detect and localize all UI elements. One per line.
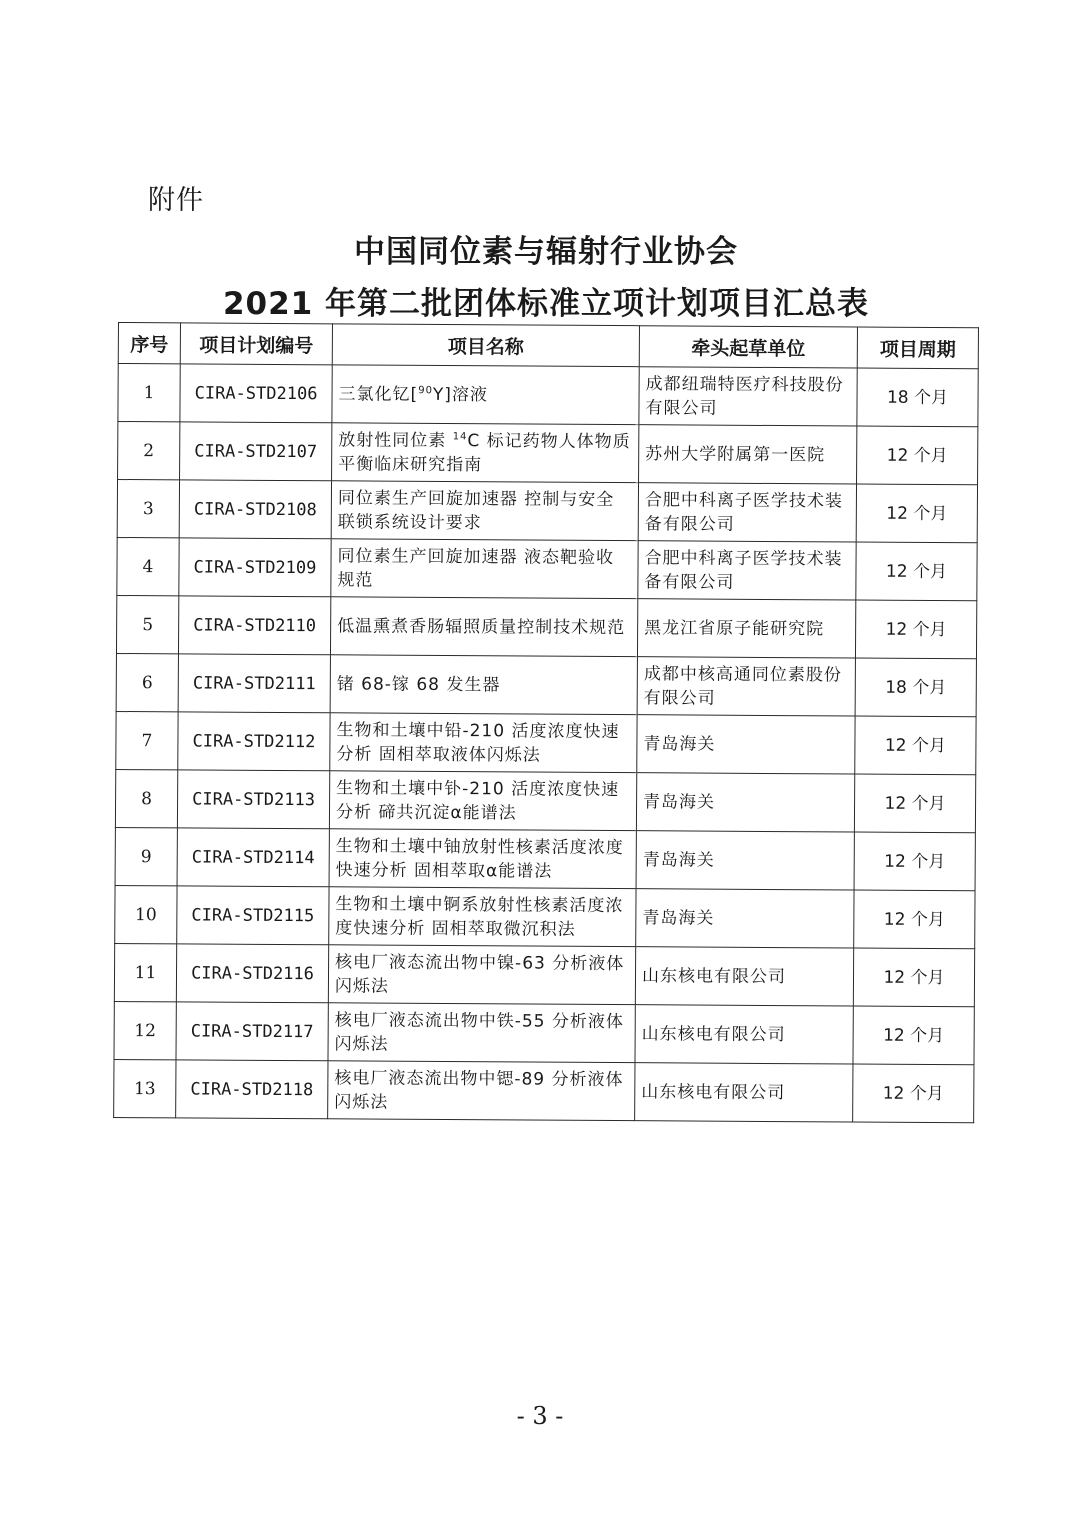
attachment-label: 附件: [148, 185, 204, 216]
cell-serial-no: 4: [117, 537, 179, 595]
cell-lead-unit: 山东核电有限公司: [635, 1005, 853, 1064]
project-name-text: 同位素生产回旋加速器 液态靶验收规范: [337, 545, 615, 591]
cell-serial-no: 5: [116, 595, 178, 653]
cell-serial-no: 2: [118, 422, 180, 480]
cell-project-name: [330, 713, 637, 773]
cell-project-period: 12 个月: [855, 600, 976, 659]
table-header-row: [118, 323, 978, 369]
project-name-text: 生物和土壤中铅-210 活度浓度快速分析 固相萃取液体闪烁法: [336, 719, 620, 766]
cell-serial-no: 11: [114, 943, 176, 1001]
cell-project-name: [332, 423, 639, 483]
cell-plan-code: CIRA-STD2108: [179, 480, 331, 539]
cell-project-name: [330, 655, 637, 715]
cell-lead-unit: 成都纽瑞特医疗科技股份有限公司: [639, 367, 857, 426]
cell-serial-no: 12: [114, 1001, 176, 1059]
cell-project-name: [331, 481, 638, 541]
cell-project-name: [332, 365, 639, 425]
table-row: [118, 364, 978, 427]
table-row: [116, 595, 976, 658]
cell-serial-no: 13: [114, 1059, 176, 1117]
cell-lead-unit: 山东核电有限公司: [635, 1063, 853, 1122]
cell-plan-code: CIRA-STD2109: [179, 538, 331, 597]
cell-serial-no: 8: [115, 769, 177, 827]
cell-plan-code: CIRA-STD2112: [178, 712, 330, 771]
project-name-text: 核电厂液态流出物中镍-63 分析液体闪烁法: [334, 951, 625, 997]
table-row: [115, 827, 975, 890]
table-row: [114, 943, 974, 1006]
cell-project-period: 12 个月: [853, 1064, 974, 1123]
project-name-text-cont: C 标记药物人体物质平衡临床研究指南: [338, 430, 631, 475]
cell-plan-code: CIRA-STD2113: [177, 770, 329, 829]
header-plan-code: 项目计划编号: [180, 323, 332, 365]
isotope-mass-superscript: 90: [418, 384, 433, 396]
document-title-line-1: 中国同位素与辐射行业协会: [354, 234, 738, 270]
cell-lead-unit: 青岛海关: [636, 831, 854, 890]
page-number: - 3 -: [516, 1402, 564, 1430]
document-title-line-2: 2021 年第二批团体标准立项计划项目汇总表: [222, 286, 870, 322]
cell-project-period: 12 个月: [856, 542, 977, 601]
header-lead-unit: 牵头起草单位: [639, 326, 857, 368]
project-name-text: 三氯化钇[: [338, 383, 419, 405]
cell-project-period: 12 个月: [857, 426, 978, 485]
cell-lead-unit: 青岛海关: [637, 715, 855, 774]
project-name-text: 放射性同位素: [338, 429, 453, 451]
table-row: [115, 885, 975, 948]
cell-project-period: 12 个月: [855, 716, 976, 775]
cell-lead-unit: 山东核电有限公司: [635, 947, 853, 1006]
header-project-period: 项目周期: [857, 327, 978, 369]
cell-serial-no: 10: [115, 885, 177, 943]
table-row: [116, 653, 976, 716]
cell-project-name: [331, 539, 638, 599]
project-name-text: 同位素生产回旋加速器 控制与安全联锁系统设计要求: [337, 487, 615, 533]
cell-plan-code: CIRA-STD2116: [176, 944, 328, 1003]
header-serial-no: 序号: [118, 323, 180, 364]
table-row: [116, 711, 976, 774]
cell-plan-code: CIRA-STD2107: [180, 422, 332, 481]
project-name-text: 锗 68-镓 68 发生器: [336, 673, 501, 695]
table-row: [117, 480, 977, 543]
project-name-text: 核电厂液态流出物中锶-89 分析液体闪烁法: [334, 1067, 624, 1113]
header-project-name: 项目名称: [332, 324, 639, 367]
cell-project-name: [328, 1003, 635, 1063]
cell-lead-unit: 成都中核高通同位素股份有限公司: [637, 657, 855, 716]
project-summary-table: [113, 322, 979, 1123]
cell-plan-code: CIRA-STD2110: [178, 596, 330, 655]
cell-plan-code: CIRA-STD2115: [177, 886, 329, 945]
cell-lead-unit: 黑龙江省原子能研究院: [637, 599, 855, 658]
project-name-text: 生物和土壤中铀放射性核素活度浓度快速分析 固相萃取α能谱法: [335, 835, 624, 882]
cell-project-period: 12 个月: [854, 890, 975, 949]
cell-project-period: 18 个月: [855, 658, 976, 717]
cell-serial-no: 7: [116, 711, 178, 769]
cell-project-period: 18 个月: [857, 368, 978, 427]
table-body: [114, 364, 979, 1123]
cell-serial-no: 9: [115, 827, 177, 885]
cell-project-name: [329, 829, 636, 889]
cell-plan-code: CIRA-STD2114: [177, 828, 329, 887]
isotope-mass-superscript: 14: [452, 430, 468, 442]
table-row: [114, 1059, 974, 1122]
cell-plan-code: CIRA-STD2111: [178, 654, 330, 713]
cell-project-period: 12 个月: [854, 774, 975, 833]
cell-lead-unit: 青岛海关: [636, 773, 854, 832]
cell-project-name: [328, 945, 635, 1005]
cell-lead-unit: 苏州大学附属第一医院: [639, 425, 857, 484]
project-name-text-cont: Y]溶液: [432, 384, 489, 405]
cell-serial-no: 1: [118, 364, 180, 422]
cell-lead-unit: 青岛海关: [636, 889, 854, 948]
table-row: [118, 422, 978, 485]
cell-plan-code: CIRA-STD2117: [176, 1002, 328, 1061]
table-row: [117, 537, 977, 600]
cell-project-period: 12 个月: [853, 948, 974, 1007]
cell-project-name: [330, 597, 637, 657]
cell-serial-no: 6: [116, 653, 178, 711]
cell-serial-no: 3: [117, 480, 179, 538]
project-name-text: 低温熏煮香肠辐照质量控制技术规范: [337, 615, 626, 638]
cell-plan-code: CIRA-STD2106: [180, 364, 332, 423]
cell-project-period: 12 个月: [856, 484, 977, 543]
cell-project-name: [328, 1061, 635, 1121]
project-name-text: 生物和土壤中钋-210 活度浓度快速分析 碲共沉淀α能谱法: [335, 777, 620, 823]
cell-project-name: [329, 887, 636, 947]
table-row: [115, 769, 975, 832]
project-name-text: 核电厂液态流出物中铁-55 分析液体闪烁法: [334, 1009, 624, 1055]
cell-lead-unit: 合肥中科离子医学技术装备有限公司: [638, 541, 856, 600]
cell-project-period: 12 个月: [853, 1006, 974, 1065]
cell-project-period: 12 个月: [854, 832, 975, 891]
cell-project-name: [329, 771, 636, 831]
cell-lead-unit: 合肥中科离子医学技术装备有限公司: [638, 483, 856, 542]
project-name-text: 生物和土壤中锕系放射性核素活度浓度快速分析 固相萃取微沉积法: [335, 893, 624, 940]
table-row: [114, 1001, 974, 1064]
cell-plan-code: CIRA-STD2118: [176, 1060, 328, 1119]
